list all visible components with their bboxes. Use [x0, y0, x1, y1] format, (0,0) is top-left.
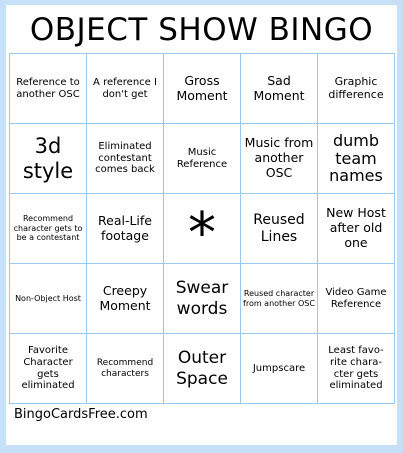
bingo-cell[interactable]: Swear words [164, 264, 241, 334]
bingo-cell[interactable]: Non-Object Host [10, 264, 87, 334]
bingo-grid [9, 53, 395, 404]
bingo-cell[interactable]: Creepy Moment [87, 264, 164, 334]
bingo-cell[interactable]: Music from another OSC [241, 124, 318, 194]
bingo-cell[interactable]: Jumpscare [241, 334, 318, 404]
bingo-cell[interactable]: Reference to another OSC [10, 54, 87, 124]
bingo-cell[interactable]: Eliminated contestant comes back [87, 124, 164, 194]
bingo-cell[interactable]: Least favo- rite chara- cter gets eliminated [318, 334, 395, 404]
bingo-cell[interactable]: Recommend characters [87, 334, 164, 404]
bingo-cell[interactable]: Reused Lines [241, 194, 318, 264]
free-space-cell[interactable]: * [164, 194, 241, 264]
bingo-cell[interactable]: Gross Moment [164, 54, 241, 124]
footer-site-link[interactable]: BingoCardsFree.com [14, 407, 148, 422]
bingo-cell[interactable]: Real-Life footage [87, 194, 164, 264]
bingo-cell[interactable]: Recommend character gets to be a contestant [10, 194, 87, 264]
bingo-cell[interactable]: 3d style [10, 124, 87, 194]
bingo-cell[interactable]: dumb team names [318, 124, 395, 194]
bingo-cell[interactable]: Music Reference [164, 124, 241, 194]
bingo-cell[interactable]: Sad Moment [241, 54, 318, 124]
bingo-cell[interactable]: A reference I don't get [87, 54, 164, 124]
bingo-cell[interactable]: Outer Space [164, 334, 241, 404]
card-title: OBJECT SHOW BINGO [29, 12, 374, 48]
bingo-cell[interactable]: Graphic difference [318, 54, 395, 124]
bingo-cell[interactable]: Reused character from another OSC [241, 264, 318, 334]
bingo-cell[interactable]: New Host after old one [318, 194, 395, 264]
bingo-cell[interactable]: Video Game Reference [318, 264, 395, 334]
bingo-card [6, 5, 397, 445]
bingo-cell[interactable]: Favorite Character gets eliminated [10, 334, 87, 404]
